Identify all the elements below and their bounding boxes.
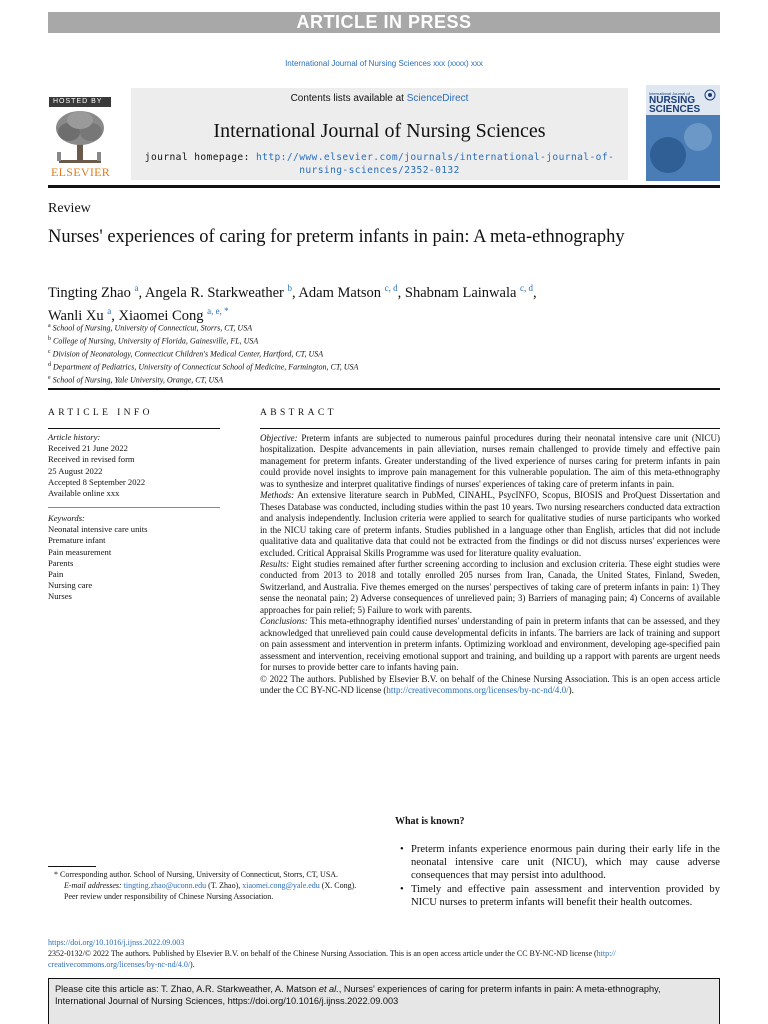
sciencedirect-link[interactable]: ScienceDirect [406, 93, 469, 104]
author-separator: , [533, 284, 537, 301]
footnotes [48, 869, 378, 902]
license-link-part1[interactable]: http:// [596, 949, 616, 958]
objective-text: Preterm infants are subjected to numerous painful procedures during their neonatal intensive care unit (NICU) hospitalization. Despite advancements in pain alleviation, nurses remain challenged to provide timely and effective pain management for preterm infants. Greater understanding of the lived experience of nurses caring for preterm infants in pain could provide novel insights to improve pain management for this vulnerable population. The aim of this meta-ethnography was to synthesize and interpret qualitative findings of nurses' experiences of taking care of preterm infants in pain. [260, 433, 720, 489]
email-addresses [48, 880, 378, 891]
license-link-part2[interactable]: creativecommons.org/licenses/by-nc-nd/4.0/ [48, 960, 191, 969]
affiliation-marker: e [48, 375, 51, 382]
journal-citation-link[interactable]: International Journal of Nursing Sciences xxx (xxxx) xxx [285, 59, 483, 68]
email-label: E-mail addresses: [64, 881, 124, 890]
hosted-by-label: HOSTED BY [49, 97, 111, 107]
author-line-1 [48, 279, 708, 302]
conclusions-label: Conclusions: [260, 616, 308, 627]
abstract-objective [260, 433, 720, 490]
article-history [48, 432, 220, 499]
homepage-url-part1[interactable]: http://www.elsevier.com/journals/international-journal-of- [255, 152, 615, 163]
history-label: Article history: [48, 432, 101, 442]
history-item: Available online xxx [48, 488, 120, 499]
abstract-rule [260, 428, 720, 429]
keyword-item[interactable]: Parents [48, 557, 74, 568]
affiliation-marker: c [48, 349, 51, 356]
methods-label: Methods: [260, 490, 295, 501]
author-affil-marker[interactable]: c, d [384, 283, 398, 293]
keyword-item[interactable]: Nurses [48, 591, 72, 602]
conclusions-text: This meta-ethnography identified nurses' understanding of pain in preterm infants that can be assessed, and they acknowledged that unrelieved pain could cause developmental deficits in infants. The barriers are lack of training and support on pain assessment and intervention in preterm infants. Optimizing workload and environment, developing age-specified pain assessment and intervention, receiving emotional support and training, and building up a rapport with parents are urgent needs for nurses to provide better care to infants having pain. [260, 616, 720, 673]
methods-text: An extensive literature search in PubMed, CINAHL, PsycINFO, Scopus, BIOSIS and ProQuest Dissertation and Theses Database was conducted, including studies within the past 10 years. Two nursing researchers conducted data extraction and analysis independently. Inclusion criteria were applied to search for qualitative studies of nurse participants who worked in the NICU taking care of preterm infants. Studies published in a language other than English, articles that did not include qualitative data and qualitative data that could not be extracted from the findings or did not discuss nurses' experiences were excluded. Critical Appraisal Skills Programme was used for literature quality evaluation. [260, 490, 720, 558]
tree-logo-icon [49, 108, 111, 166]
affiliation-item [48, 347, 708, 360]
article-info-rule [48, 428, 220, 429]
cover-art-icon [646, 115, 720, 181]
cite-etal: et al. [318, 984, 339, 994]
email-link-cong[interactable]: xiaomei.cong@yale.edu [242, 881, 320, 890]
copyright-end: ). [568, 684, 574, 695]
what-is-known-list [400, 843, 720, 909]
known-item: • Timely and effective pain assessment and intervention provided by NICU nurses to preterm infants will benefit their health outcomes. [400, 883, 720, 909]
affiliation-text: School of Nursing, Yale University, Orange, CT, USA [50, 375, 224, 385]
cover-badge-icon [704, 89, 716, 101]
license-end: ). [190, 960, 195, 969]
journal-cover-thumbnail[interactable] [646, 85, 720, 181]
author-affil-marker[interactable]: b [287, 283, 292, 293]
copyright-text: © 2022 The authors. Published by Elsevier B.V. on behalf of the Chinese Nursing Association. This is an open access article under the CC BY-NC-ND license ( [260, 673, 720, 695]
doi-link[interactable]: https://doi.org/10.1016/j.ijnss.2022.09.003 [48, 938, 185, 947]
elsevier-wordmark: ELSEVIER [51, 165, 111, 179]
contents-prefix: Contents lists available at [290, 93, 407, 104]
author-name[interactable]: , Adam Matson [291, 284, 385, 301]
section-divider [48, 388, 720, 390]
doi-license-block [48, 937, 720, 970]
footnote-rule [48, 866, 96, 867]
article-in-press-banner: ARTICLE IN PRESS [48, 12, 720, 33]
abstract-body [260, 433, 720, 696]
article-type: Review [48, 201, 91, 216]
affiliation-item [48, 360, 708, 373]
author-affil-marker[interactable]: a [107, 305, 112, 316]
license-text: 2352-0132/© 2022 The authors. Published by Elsevier B.V. on behalf of the Chinese Nursing Association. This is an open access article under the CC BY-NC-ND license ( [48, 949, 597, 958]
peer-review-note: Peer review under responsibility of Chinese Nursing Association. [64, 892, 274, 901]
author-affil-marker[interactable]: c, d [520, 283, 534, 293]
abstract-results [260, 559, 720, 616]
known-item: • Preterm infants experience enormous pain during their early life in the neonatal intensive care unit (NICU), which may cause adverse consequences that may persist into adulthood. [400, 843, 720, 883]
affiliation-text: School of Nursing, University of Connecticut, Storrs, CT, USA [50, 323, 253, 333]
history-item: Accepted 8 September 2022 [48, 476, 146, 487]
corresponding-author-note: * Corresponding author. School of Nursing, University of Connecticut, Storrs, CT, USA. [54, 870, 339, 879]
header-divider [48, 185, 720, 188]
affiliation-marker: d [48, 362, 51, 369]
keyword-item[interactable]: Premature infant [48, 535, 106, 546]
journal-homepage [139, 151, 620, 177]
author-name[interactable]: , Angela R. Starkweather [138, 284, 288, 301]
keywords-block [48, 513, 220, 603]
cover-title-line1: NURSING [649, 95, 696, 106]
email-owner: (T. Zhao), [206, 881, 243, 890]
affiliation-text: Division of Neonatology, Connecticut Children's Medical Center, Hartford, CT, USA [50, 349, 324, 359]
affiliation-text: Department of Pediatrics, University of Connecticut School of Medicine, Farmington, CT, USA [51, 362, 359, 372]
author-name[interactable]: Wanli Xu [48, 307, 108, 324]
affiliation-item [48, 334, 708, 347]
affiliation-item [48, 373, 708, 386]
author-list [48, 279, 708, 325]
keyword-item[interactable]: Nursing care [48, 580, 93, 591]
article-info-heading: ARTICLE INFO [48, 408, 153, 418]
keywords-rule [48, 507, 220, 508]
cover-small-text: International Journal of [649, 91, 690, 96]
homepage-url-part2[interactable]: nursing-sciences/2352-0132 [299, 165, 460, 176]
cover-title-line2: SCIENCES [649, 104, 701, 115]
license-statement [48, 948, 720, 970]
author-affil-marker[interactable]: a, e, * [207, 305, 229, 316]
keyword-item[interactable]: Neonatal intensive care units [48, 524, 148, 535]
affiliation-text: College of Nursing, University of Florida, Gainesville, FL, USA [51, 336, 259, 346]
abstract-heading: ABSTRACT [260, 408, 337, 418]
journal-name[interactable]: International Journal of Nursing Sciences [213, 120, 546, 142]
email-link-zhao[interactable]: tingting.zhao@uconn.edu [123, 881, 207, 890]
history-item: Received 21 June 2022 [48, 443, 128, 454]
author-name[interactable]: Tingting Zhao [48, 284, 135, 301]
author-name[interactable]: , Shabnam Lainwala [397, 284, 521, 301]
keyword-item[interactable]: Pain measurement [48, 546, 112, 557]
results-text: Eight studies remained after further screening according to inclusion and exclusion criteria. These eight studies were conducted from 2013 to 2018 and totally enrolled 205 nurses from Iran, Canada, the United States, Finland, Sweden, Switzerland, and Australia. Five themes emerged on the nurses' perspectives of taking care of preterm infants in pain: 1) They sense the neonatal pain; 2) Adverse consequences of unrelieved pain; 3) Barriers of managing pain; 4) Concerns of available approaches for pain relief; 5) Failure to work with parents. [260, 558, 720, 615]
affiliation-marker: b [48, 336, 51, 343]
affiliation-marker: a [48, 323, 51, 329]
history-item: 25 August 2022 [48, 465, 103, 476]
affiliation-item [48, 321, 708, 334]
keyword-item[interactable]: Pain [48, 569, 64, 580]
keywords-label: Keywords: [48, 513, 85, 523]
license-link[interactable]: http://creativecommons.org/licenses/by-nc-nd/4.0/ [386, 684, 569, 695]
what-is-known-heading: What is known? [395, 816, 465, 827]
elsevier-logo[interactable] [49, 97, 111, 179]
email-owner: (X. Cong). [319, 881, 357, 890]
author-affil-marker[interactable]: a [134, 283, 139, 293]
contents-available-line [131, 93, 628, 104]
abstract-conclusions [260, 616, 720, 673]
abstract-copyright [260, 674, 720, 697]
homepage-label: journal homepage: [144, 152, 256, 163]
history-item: Received in revised form [48, 454, 135, 465]
affiliation-list [48, 321, 708, 386]
cover-title [649, 96, 700, 114]
article-title: Nurses' experiences of caring for preterm infants in pain: A meta-ethnography [48, 227, 625, 247]
objective-label: Objective: [260, 433, 298, 443]
author-name[interactable]: , Xiaomei Cong [111, 307, 208, 324]
journal-masthead [131, 88, 628, 180]
please-cite-box [48, 978, 720, 1024]
cite-prefix: Please cite this article as: T. Zhao, A.R. Starkweather, A. Matson [55, 984, 319, 994]
abstract-methods [260, 490, 720, 559]
results-label: Results: [260, 558, 290, 569]
cite-rest: , Nurses' experiences of caring for preterm infants in pain: A meta-ethnography, International Journal of Nursing Sciences, https://doi.org/10.1016/j.ijnss.2022.09.003 [55, 984, 661, 1007]
